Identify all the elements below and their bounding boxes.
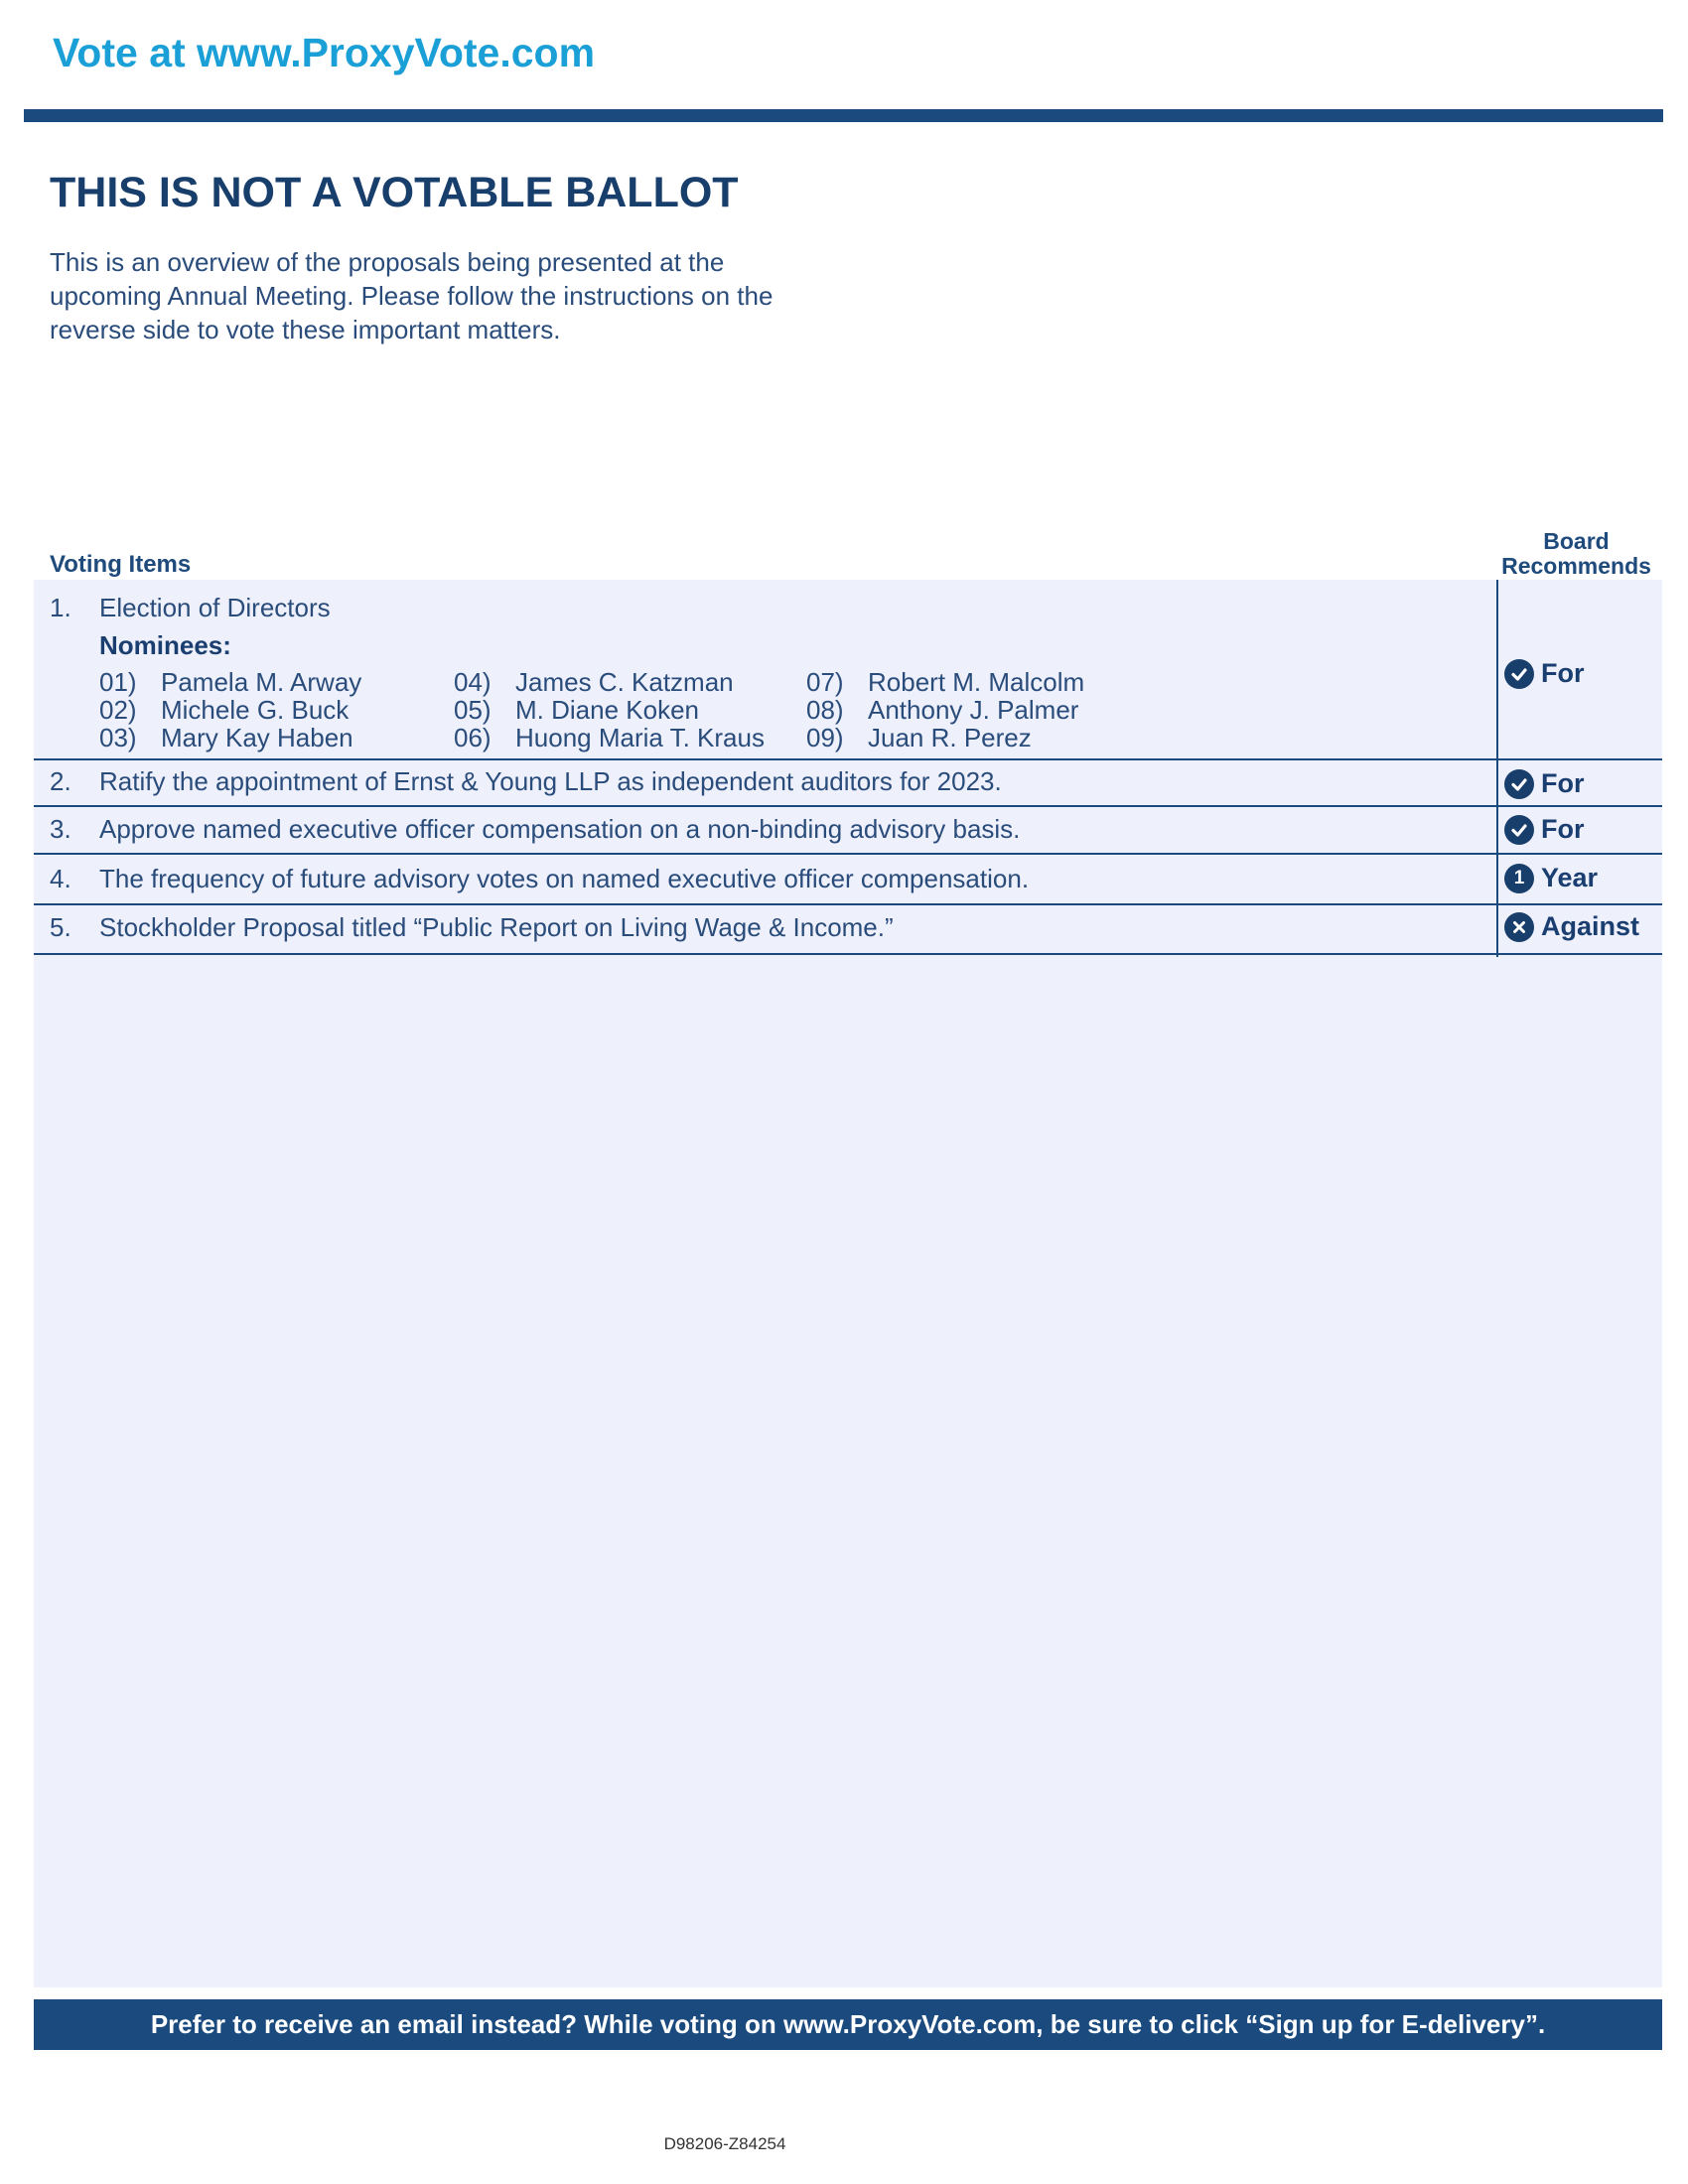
nominee-id: 05) bbox=[454, 695, 492, 725]
item-2-text: Ratify the appointment of Ernst & Young LLP as independent auditors for 2023. bbox=[99, 766, 1002, 796]
recommendation-label: For bbox=[1541, 658, 1585, 688]
nominee-column-3 bbox=[806, 668, 1084, 751]
row-divider bbox=[34, 953, 1662, 955]
nominee-item bbox=[454, 668, 765, 696]
item-2-number: 2. bbox=[50, 766, 71, 796]
nominee-item bbox=[806, 668, 1084, 696]
nominee-name: Robert M. Malcolm bbox=[868, 667, 1085, 697]
item-2-recommendation bbox=[1504, 768, 1585, 799]
nominee-id: 08) bbox=[806, 695, 844, 725]
nominee-id: 04) bbox=[454, 667, 492, 697]
intro-line-2: upcoming Annual Meeting. Please follow the instructions on the bbox=[50, 281, 774, 311]
item-1-number: 1. bbox=[50, 593, 71, 622]
item-4-recommendation bbox=[1504, 863, 1598, 893]
nominee-name: Huong Maria T. Kraus bbox=[515, 723, 765, 752]
nominee-item bbox=[454, 696, 765, 724]
intro-text bbox=[50, 245, 844, 346]
check-icon bbox=[1504, 769, 1534, 799]
nominee-item bbox=[806, 724, 1084, 751]
nominee-name: James C. Katzman bbox=[515, 667, 734, 697]
nominee-id: 06) bbox=[454, 723, 492, 752]
item-3-text: Approve named executive officer compensation on a non-binding advisory basis. bbox=[99, 814, 1021, 844]
nominee-name: Mary Kay Haben bbox=[161, 723, 353, 752]
intro-line-1: This is an overview of the proposals being presented at the bbox=[50, 247, 725, 277]
nominee-name: Juan R. Perez bbox=[868, 723, 1032, 752]
recommendation-label: For bbox=[1541, 814, 1585, 844]
recommendation-label: Year bbox=[1541, 863, 1599, 892]
recommendation-label: Against bbox=[1541, 911, 1640, 941]
header-rule bbox=[24, 109, 1663, 122]
voting-items-header: Voting Items bbox=[50, 551, 192, 578]
row-divider bbox=[34, 758, 1662, 760]
column-divider bbox=[1496, 580, 1498, 957]
board-recommends-line-2: Recommends bbox=[1501, 553, 1651, 579]
nominee-id: 01) bbox=[99, 667, 137, 697]
nominee-id: 03) bbox=[99, 723, 137, 752]
item-4-text: The frequency of future advisory votes on named executive officer compensation. bbox=[99, 864, 1030, 893]
row-divider bbox=[34, 805, 1662, 807]
edelivery-banner bbox=[34, 1999, 1662, 2050]
document-code: D98206-Z84254 bbox=[663, 2134, 786, 2153]
nominee-name: Anthony J. Palmer bbox=[868, 695, 1079, 725]
nominee-column-2 bbox=[454, 668, 765, 751]
nominee-column-1 bbox=[99, 668, 361, 751]
item-4-number: 4. bbox=[50, 864, 71, 893]
check-icon bbox=[1504, 659, 1534, 689]
item-3-number: 3. bbox=[50, 814, 71, 844]
board-recommends-line-1: Board bbox=[1543, 528, 1610, 554]
nominee-name: Michele G. Buck bbox=[161, 695, 350, 725]
nominee-id: 02) bbox=[99, 695, 137, 725]
one-icon: 1 bbox=[1504, 864, 1534, 893]
row-divider bbox=[34, 853, 1662, 855]
item-5-text: Stockholder Proposal titled “Public Report on Living Wage & Income.” bbox=[99, 912, 894, 942]
nominee-item bbox=[454, 724, 765, 751]
nominee-item bbox=[99, 724, 361, 751]
nominee-name: M. Diane Koken bbox=[515, 695, 699, 725]
board-recommends-header bbox=[1494, 529, 1658, 579]
nominee-item bbox=[99, 668, 361, 696]
nominee-item bbox=[806, 696, 1084, 724]
nominee-id: 07) bbox=[806, 667, 844, 697]
edelivery-text: Prefer to receive an email instead? While voting on www.ProxyVote.com, be sure to click “Sign up for E-delivery”. bbox=[150, 2009, 1546, 2039]
check-icon bbox=[1504, 815, 1534, 845]
nominee-item bbox=[99, 696, 361, 724]
item-1-recommendation bbox=[1504, 658, 1585, 689]
page-title: THIS IS NOT A VOTABLE BALLOT bbox=[50, 169, 739, 216]
item-3-recommendation bbox=[1504, 814, 1585, 845]
nominees-label: Nominees: bbox=[99, 630, 231, 660]
row-divider bbox=[34, 903, 1662, 905]
recommendation-label: For bbox=[1541, 768, 1585, 798]
x-icon bbox=[1504, 912, 1534, 942]
nominee-id: 09) bbox=[806, 723, 844, 752]
proxyvote-link[interactable]: Vote at www.ProxyVote.com bbox=[53, 30, 596, 75]
item-1-text: Election of Directors bbox=[99, 593, 331, 622]
item-5-recommendation bbox=[1504, 911, 1639, 942]
item-5-number: 5. bbox=[50, 912, 71, 942]
intro-line-3: reverse side to vote these important matters. bbox=[50, 315, 561, 344]
nominee-name: Pamela M. Arway bbox=[161, 667, 362, 697]
